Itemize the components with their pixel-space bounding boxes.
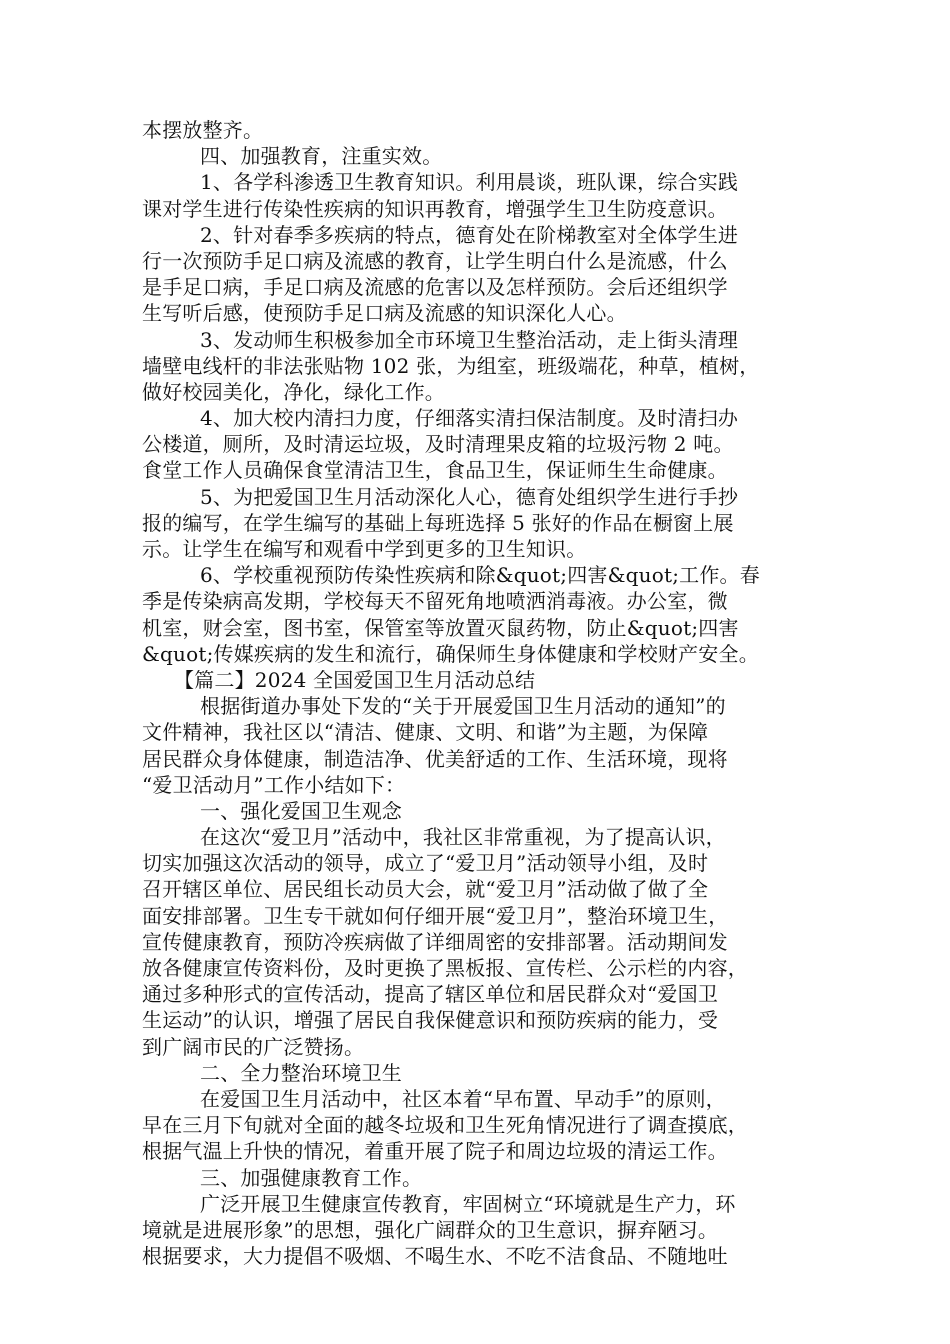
text-line: 到广阔市民的广泛赞扬。 <box>142 1034 365 1059</box>
text-line: 是手足口病，手足口病及流感的危害以及怎样预防。会后还组织学 <box>142 275 728 300</box>
text-line: 本摆放整齐。 <box>142 118 264 142</box>
text-line: 面安排部署。卫生专干就如何仔细开展“爱卫月”，整治环境卫生， <box>142 903 729 928</box>
text-line: 3、发动师生积极参加全市环境卫生整治活动，走上街头清理 <box>200 327 739 352</box>
text-line: 三、加强健康教育工作。 <box>200 1165 423 1190</box>
text-line: 4、加大校内清扫力度，仔细落实清扫保洁制度。及时清扫办 <box>200 406 739 431</box>
text-line: 四、加强教育，注重实效。 <box>200 144 443 169</box>
text-line: 根据要求，大力提倡不吸烟、不喝生水、不吃不洁食品、不随地吐 <box>142 1244 728 1269</box>
text-line: 2、针对春季多疾病的特点，德育处在阶梯教室对全体学生进 <box>200 222 739 247</box>
text-line: 在这次“爱卫月”活动中，我社区非常重视，为了提高认识， <box>200 825 726 850</box>
text-line: 召开辖区单位、居民组长动员大会，就“爱卫月”活动做了做了全 <box>142 877 709 902</box>
text-line: 季是传染病高发期，学校每天不留死角地喷洒消毒液。办公室，微 <box>142 589 728 614</box>
text-line: 广泛开展卫生健康宣传教育，牢固树立“环境就是生产力，环 <box>200 1191 736 1216</box>
text-line: 示。让学生在编写和观看中学到更多的卫生知识。 <box>142 537 587 561</box>
text-line: 通过多种形式的宣传活动，提高了辖区单位和居民群众对“爱国卫 <box>142 982 719 1007</box>
text-line: 生运动”的认识，增强了居民自我保健意识和预防疾病的能力，受 <box>142 1008 719 1033</box>
text-line: 机室，财会室，图书室，保管室等放置灭鼠药物，防止&quot;四害 <box>142 615 739 640</box>
text-line: “爱卫活动月”工作小结如下： <box>142 772 406 797</box>
text-line: &quot;传媒疾病的发生和流行，确保师生身体健康和学校财产安全。 <box>142 641 759 666</box>
text-line: 居民群众身体健康，制造洁净、优美舒适的工作、生活环境，现将 <box>142 746 728 771</box>
text-line: 食堂工作人员确保食堂清洁卫生，食品卫生，保证师生生命健康。 <box>142 458 728 483</box>
text-line: 在爱国卫生月活动中，社区本着“早布置、早动手”的原则， <box>200 1086 726 1111</box>
text-line: 切实加强这次活动的领导，成立了“爱卫月”活动领导小组，及时 <box>142 851 709 876</box>
text-line: 【篇二】2024 全国爱国卫生月活动总结 <box>174 667 536 692</box>
text-line: 报的编写，在学生编写的基础上每班选择 5 张好的作品在橱窗上展 <box>142 510 734 535</box>
text-line: 放各健康宣传资料份，及时更换了黑板报、宣传栏、公示栏的内容， <box>142 956 748 980</box>
text-line: 行一次预防手足口病及流感的教育，让学生明白什么是流感，什么 <box>142 248 728 273</box>
text-line: 做好校园美化，净化，绿化工作。 <box>142 379 445 404</box>
text-line: 境就是进展形象”的思想，强化广阔群众的卫生意识，摒弃陋习。 <box>142 1217 719 1242</box>
text-line: 1、各学科渗透卫生教育知识。利用晨谈，班队课，综合实践 <box>200 170 739 195</box>
text-line: 一、强化爱国卫生观念 <box>200 798 402 823</box>
text-line: 宣传健康教育，预防冷疾病做了详细周密的安排部署。活动期间发 <box>142 929 728 954</box>
text-line: 文件精神，我社区以“清洁、健康、文明、和谐”为主题，为保障 <box>142 720 709 745</box>
document-page <box>142 117 832 1269</box>
text-line: 6、学校重视预防传染性疾病和除&quot;四害&quot;工作。春 <box>200 563 760 588</box>
text-line: 二、全力整治环境卫生 <box>200 1060 402 1085</box>
text-line: 早在三月下旬就对全面的越冬垃圾和卫生死角情况进行了调查摸底， <box>142 1113 748 1138</box>
text-line: 墙壁电线杆的非法张贴物 102 张，为组室，班级端花，种草，植树， <box>142 353 760 378</box>
text-line: 5、为把爱国卫生月活动深化人心，德育处组织学生进行手抄 <box>200 484 739 509</box>
text-line: 课对学生进行传染性疾病的知识再教育，增强学生卫生防疫意识。 <box>142 196 728 221</box>
text-line: 根据街道办事处下发的“关于开展爱国卫生月活动的通知”的 <box>200 694 726 719</box>
text-line: 生写听后感，使预防手足口病及流感的知识深化人心。 <box>142 301 627 326</box>
text-line: 根据气温上升快的情况，着重开展了院子和周边垃圾的清运工作。 <box>142 1139 728 1164</box>
text-line: 公楼道，厕所，及时清运垃圾，及时清理果皮箱的垃圾污物 2 吨。 <box>142 432 734 457</box>
